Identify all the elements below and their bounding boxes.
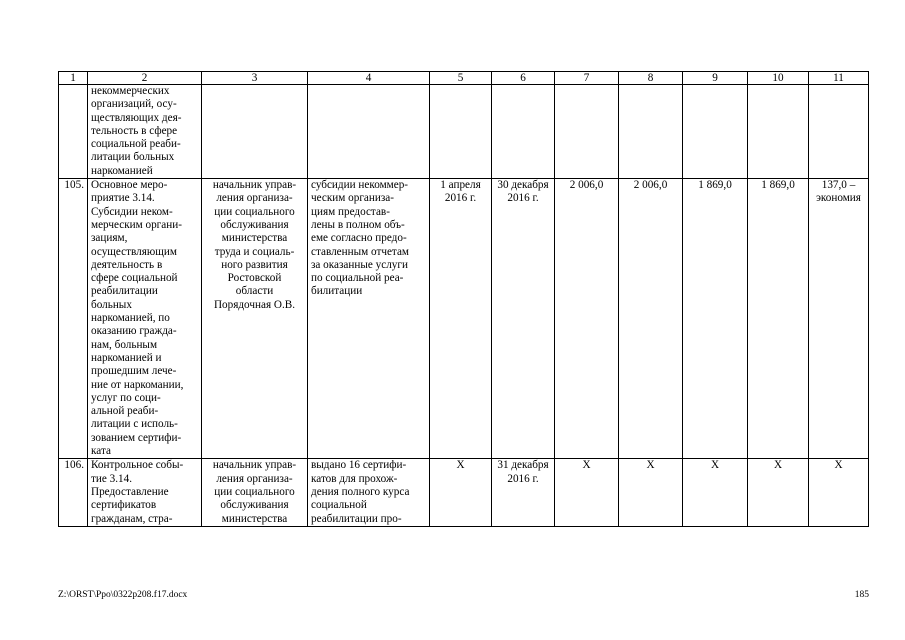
value-cell: Х <box>555 459 619 526</box>
value-cell: Х <box>748 459 809 526</box>
column-header: 5 <box>430 72 492 85</box>
event-name-cell: Основное меро- приятие 3.14. Субсидии неком- мерческим органи- зациям, осуществляющим деятельность в сфере социальной реабилитации больных наркоманией, по оказанию гражда- нам, больным наркоманией и прошедшим лече- ние от наркомании, услуг по соци- альной реаби- литации с исполь- зованием сертифи- ката <box>88 179 202 459</box>
result-cell: выдано 16 сертифи- катов для прохож- дения полного курса социальной реабилитации про- <box>308 459 430 526</box>
table-row <box>59 459 869 526</box>
value-cell <box>748 85 809 179</box>
column-number-row <box>59 72 869 85</box>
start-date-cell: 1 апреля 2016 г. <box>430 179 492 459</box>
page-number: 185 <box>854 590 869 600</box>
row-number: 105. <box>59 179 88 459</box>
value-cell: Х <box>683 459 748 526</box>
responsible-cell: начальник управ- ления организа- ции социального обслуживания министерства труда и социаль- ного развития Ростовской области Порядочная О.В. <box>202 179 308 459</box>
value-cell: 2 006,0 <box>619 179 683 459</box>
value-cell <box>683 85 748 179</box>
end-date-cell: 30 декабря 2016 г. <box>492 179 555 459</box>
note-cell: Х <box>809 459 869 526</box>
value-cell <box>555 85 619 179</box>
row-number <box>59 85 88 179</box>
column-header: 9 <box>683 72 748 85</box>
end-date-cell <box>492 85 555 179</box>
row-number: 106. <box>59 459 88 526</box>
responsible-cell <box>202 85 308 179</box>
result-cell: субсидии некоммер- ческим организа- циям предостав- лены в полном объ- еме согласно предо- ставленным отчетам за оказанные услуги по социальной реа- билитации <box>308 179 430 459</box>
column-header: 8 <box>619 72 683 85</box>
column-header: 7 <box>555 72 619 85</box>
column-header: 4 <box>308 72 430 85</box>
responsible-cell: начальник управ- ления организа- ции социального обслуживания министерства <box>202 459 308 526</box>
column-header: 11 <box>809 72 869 85</box>
result-cell <box>308 85 430 179</box>
event-name-cell: Контрольное собы- тие 3.14. Предоставление сертификатов гражданам, стра- <box>88 459 202 526</box>
column-header: 1 <box>59 72 88 85</box>
value-cell: 1 869,0 <box>683 179 748 459</box>
column-header: 2 <box>88 72 202 85</box>
note-cell: 137,0 – экономия <box>809 179 869 459</box>
column-header: 3 <box>202 72 308 85</box>
column-header: 10 <box>748 72 809 85</box>
report-table <box>58 71 869 527</box>
column-header: 6 <box>492 72 555 85</box>
event-name-cell: некоммерческих организаций, осу- ществляющих дея- тельность в сфере социальной реаби- литации больных наркоманией <box>88 85 202 179</box>
value-cell: 2 006,0 <box>555 179 619 459</box>
table-row <box>59 179 869 459</box>
file-path-footer: Z:\ORST\Ppo\0322p208.f17.docx <box>58 590 188 600</box>
table-row <box>59 85 869 179</box>
value-cell: Х <box>619 459 683 526</box>
value-cell <box>619 85 683 179</box>
value-cell: 1 869,0 <box>748 179 809 459</box>
start-date-cell <box>430 85 492 179</box>
start-date-cell: Х <box>430 459 492 526</box>
note-cell <box>809 85 869 179</box>
end-date-cell: 31 декабря 2016 г. <box>492 459 555 526</box>
